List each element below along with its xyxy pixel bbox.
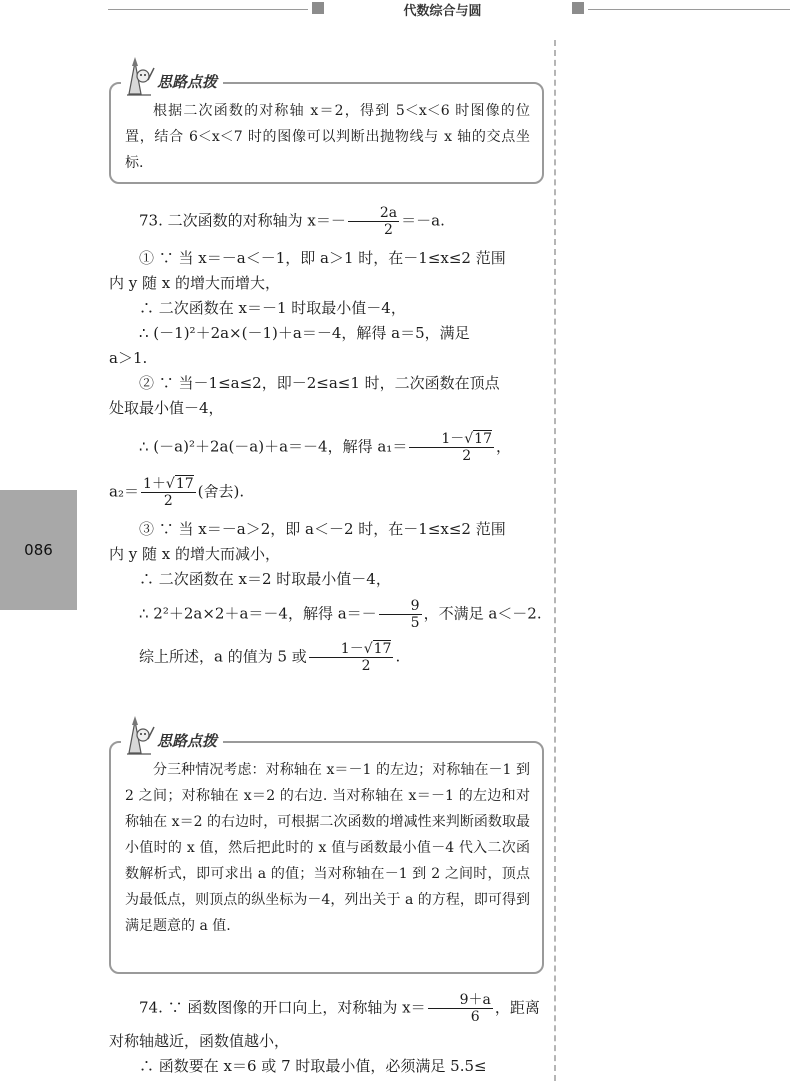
header-rule-right xyxy=(588,9,790,10)
sol74-line-1 xyxy=(109,992,547,1025)
sol73-l10-post: (舍去). xyxy=(197,482,245,501)
numerator-term: 1－ xyxy=(441,431,465,447)
fraction xyxy=(428,992,493,1025)
sol74-line-3: ∴ 函数要在 x＝6 或 7 时取最小值，必须满足 5.5≤ xyxy=(139,1057,487,1075)
sol73-line-15 xyxy=(109,641,547,674)
fraction xyxy=(348,205,399,238)
sol74-l1-post: ，距离 xyxy=(494,998,540,1017)
sol74-l1-pre: 74. ∵ 函数图像的开口向上，对称轴为 x＝ xyxy=(139,998,426,1017)
page-number-tab xyxy=(0,490,77,610)
fraction-denominator: 6 xyxy=(470,1009,480,1025)
sol73-line-3: 内 y 随 x 的增大而增大， xyxy=(109,274,281,292)
header-square-left xyxy=(312,2,324,14)
sol73-l10-pre: a₂＝ xyxy=(109,482,139,501)
sol73-line-6: a＞1. xyxy=(109,349,148,367)
sol73-line-2: ① ∵ 当 x＝－a＜－1，即 a＞1 时，在－1≤x≤2 范围 xyxy=(139,249,506,267)
sol73-line-4: ∴ 二次函数在 x＝－1 时取最小值－4， xyxy=(139,299,406,317)
sol73-line-12: 内 y 随 x 的增大而减小， xyxy=(109,545,281,563)
fraction xyxy=(141,476,196,509)
fraction xyxy=(309,641,394,674)
fraction-denominator: 2 xyxy=(163,493,173,509)
page-number: 086 xyxy=(24,541,53,559)
sol73-l1-pre: 73. 二次函数的对称轴为 x＝－ xyxy=(139,211,346,230)
numerator-term: 1－ xyxy=(340,641,364,657)
fraction-numerator: 1－√17 xyxy=(409,431,494,448)
radicand: 17 xyxy=(175,476,194,492)
sol73-l9-pre: ∴ (－a)²＋2a(－a)＋a＝－4，解得 a₁＝ xyxy=(139,437,408,456)
hint-box-2 xyxy=(109,741,544,974)
sol73-l14-post: ，不满足 a＜－2. xyxy=(423,604,542,623)
fraction xyxy=(409,431,494,464)
hint-2-text: 分三种情况考虑：对称轴在 x＝－1 的左边；对称轴在－1 到 2 之间；对称轴在 x＝2 的右边. 当对称轴在 x＝－1 的左边和对称轴在 x＝2 的右边时，可根据二次函数的增减性来判断函数取最小值时的 x 值，然后把此时的 x 值与函数最小值－4 代入二次函数解析式，即可求出 a 的值；当对称轴在－1 到 2 之间时，顶点为最低点，则顶点的纵坐标为－4，列出关于 a 的方程，即可得到满足题意的 a 值. xyxy=(125,762,530,934)
sol73-line-13: ∴ 二次函数在 x＝2 时取最小值－4， xyxy=(139,570,391,588)
fraction-denominator: 2 xyxy=(361,658,371,674)
solution-74 xyxy=(109,992,547,1079)
fraction-numerator: 1＋√17 xyxy=(142,476,194,492)
hint-1-text: 根据二次函数的对称轴 x＝2，得到 5＜x＜6 时图像的位置，结合 6＜x＜7 时的图像可以判断出抛物线与 x 轴的交点坐标. xyxy=(125,103,530,171)
sol73-line-14 xyxy=(109,598,547,631)
header-rule-left xyxy=(108,9,308,10)
fraction-denominator: 5 xyxy=(410,615,420,631)
sol73-l14-pre: ∴ 2²＋2a×2＋a＝－4，解得 a＝－ xyxy=(139,604,377,623)
sol73-line-8: 处取最小值－4， xyxy=(109,399,224,417)
sol74-line-2: 对称轴越近，函数值越小， xyxy=(109,1032,290,1050)
hint-1-heading xyxy=(121,50,223,96)
margin-dashed-rule xyxy=(554,40,556,1081)
radicand: 17 xyxy=(474,431,492,447)
hint-2-heading xyxy=(121,709,223,755)
sol73-line-10 xyxy=(109,476,547,509)
fraction-denominator: 2 xyxy=(384,222,393,238)
fraction-numerator: 1－√17 xyxy=(309,641,394,658)
sol73-l15-post: . xyxy=(395,647,401,666)
pencil-mascot-icon xyxy=(121,56,155,96)
numerator-term: 1＋ xyxy=(142,476,166,492)
sol73-line-9 xyxy=(109,431,547,464)
fraction-denominator: 2 xyxy=(462,448,472,464)
fraction-numerator: 2a xyxy=(348,205,399,222)
running-header-title: 代数综合与圆 xyxy=(403,4,482,19)
pencil-mascot-icon xyxy=(121,715,155,755)
sol73-line-5: ∴ (－1)²＋2a×(－1)＋a＝－4，解得 a＝5，满足 xyxy=(139,324,470,342)
sol73-l15-pre: 综上所述，a 的值为 5 或 xyxy=(139,647,307,666)
sol73-l9-post: ， xyxy=(496,437,512,456)
fraction-numerator: 9＋a xyxy=(428,992,493,1009)
sol73-line-1 xyxy=(109,205,547,238)
hint-2-title: 思路点拨 xyxy=(157,732,218,750)
hint-1-title: 思路点拨 xyxy=(157,73,218,91)
hint-box-1 xyxy=(109,82,544,184)
header-square-right xyxy=(572,2,584,14)
radicand: 17 xyxy=(373,641,392,657)
sol73-line-11: ③ ∵ 当 x＝－a＞2，即 a＜－2 时，在－1≤x≤2 范围 xyxy=(139,520,506,538)
fraction xyxy=(379,598,422,631)
sol73-l1-post: ＝－a. xyxy=(401,211,445,230)
fraction-numerator: 9 xyxy=(379,598,422,615)
solution-73 xyxy=(109,205,547,674)
sol73-line-7: ② ∵ 当－1≤a≤2，即－2≤a≤1 时，二次函数在顶点 xyxy=(139,374,500,392)
